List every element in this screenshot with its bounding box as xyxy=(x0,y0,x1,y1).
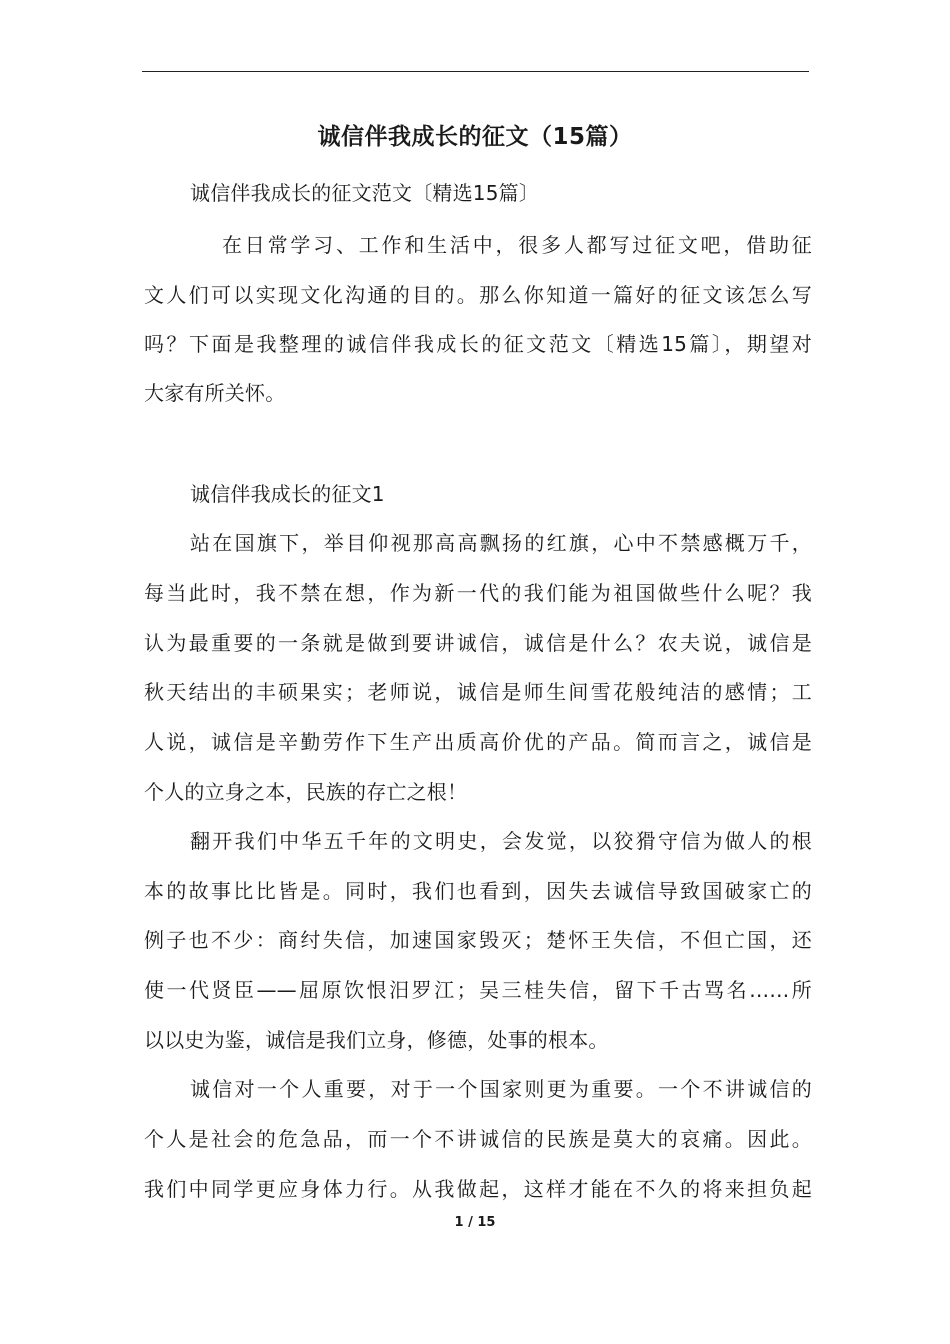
intro-line: 文人们可以实现文化沟通的目的。那么你知道一篇好的征文该怎么写 xyxy=(144,283,812,307)
paragraph-line: 本的故事比比皆是。同时，我们也看到，因失去诚信导致国破家亡的 xyxy=(144,879,812,903)
section-heading: 诚信伴我成长的征文1 xyxy=(190,482,385,506)
paragraph-line: 使一代贤臣——屈原饮恨汨罗江；吴三桂失信，留下千古骂名……所 xyxy=(144,978,812,1002)
paragraph-line: 每当此时，我不禁在想，作为新一代的我们能为祖国做些什么呢？我 xyxy=(144,581,812,605)
paragraph-line: 诚信对一个人重要，对于一个国家则更为重要。一个不讲诚信的 xyxy=(190,1077,812,1101)
paragraph-line: 认为最重要的一条就是做到要讲诚信，诚信是什么？农夫说，诚信是 xyxy=(144,631,812,655)
intro-line: 吗？下面是我整理的诚信伴我成长的征文范文〔精选15篇〕，期望对 xyxy=(144,332,812,356)
page-number: 1 / 15 xyxy=(454,1215,496,1230)
intro-line: 大家有所关怀。 xyxy=(144,381,286,405)
paragraph-line: 例子也不少：商纣失信，加速国家毁灭；楚怀王失信，不但亡国，还 xyxy=(144,928,812,952)
paragraph-line: 人说，诚信是辛勤劳作下生产出质高价优的产品。简而言之，诚信是 xyxy=(144,730,812,754)
document-subtitle: 诚信伴我成长的征文范文〔精选15篇〕 xyxy=(190,181,540,205)
paragraph-line: 翻开我们中华五千年的文明史，会发觉，以狡猾守信为做人的根 xyxy=(190,829,812,853)
paragraph-line: 秋天结出的丰硕果实；老师说，诚信是师生间雪花般纯洁的感情；工 xyxy=(144,680,812,704)
paragraph-line: 站在国旗下，举目仰视那高高飘扬的红旗，心中不禁感概万千， xyxy=(190,531,812,555)
intro-line: 在日常学习、工作和生活中，很多人都写过征文吧，借助征 xyxy=(222,233,812,257)
paragraph-line: 以以史为鉴，诚信是我们立身，修德，处事的根本。 xyxy=(144,1028,609,1052)
paragraph-line: 个人的立身之本，民族的存亡之根！ xyxy=(144,780,468,804)
document-title: 诚信伴我成长的征文（15篇） xyxy=(317,124,633,150)
paragraph-line: 我们中同学更应身体力行。从我做起，这样才能在不久的将来担负起 xyxy=(144,1177,812,1201)
paragraph-line: 个人是社会的危急品，而一个不讲诚信的民族是莫大的哀痛。因此。 xyxy=(144,1127,812,1151)
header-rule xyxy=(142,71,809,72)
